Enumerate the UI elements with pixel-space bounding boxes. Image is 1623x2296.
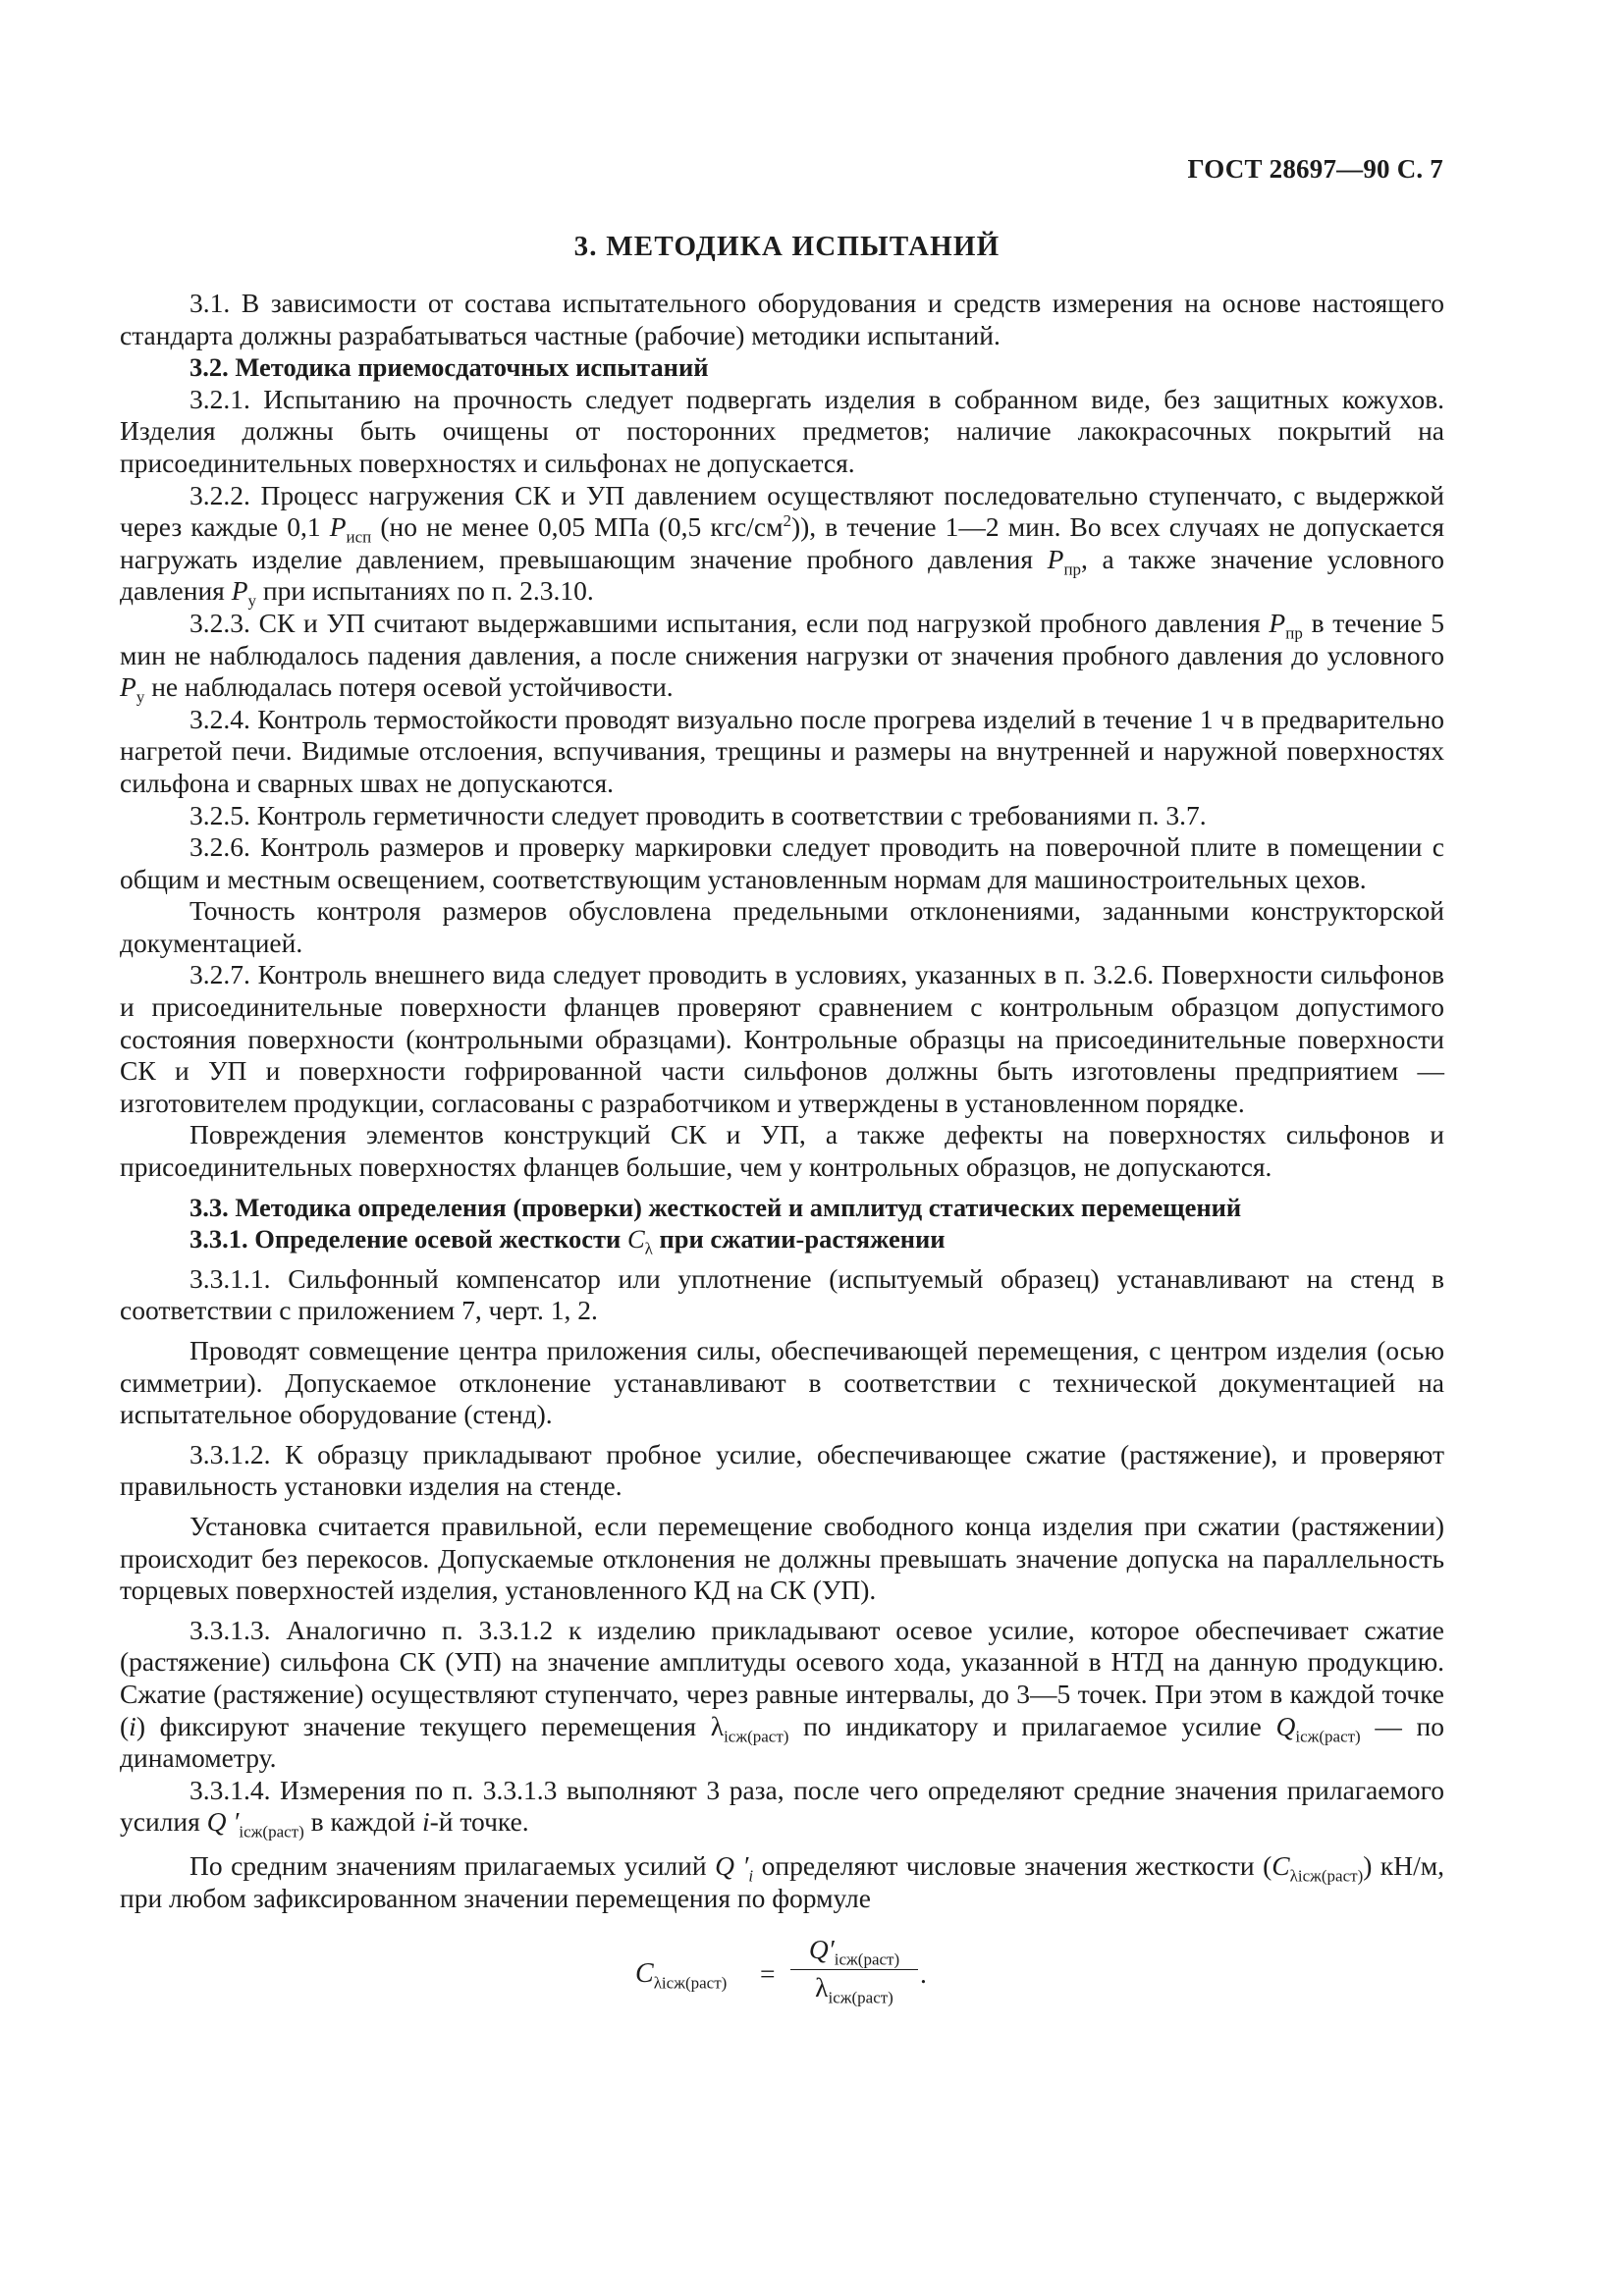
formula-denominator: $\lambda_{iсж(раст)}$ bbox=[815, 1971, 893, 2007]
paragraph-3-2-6-note: Точность контроля размеров обусловлена предельными отклонениями, заданными конструкторской документацией. bbox=[120, 895, 1444, 958]
paragraph-3-2-6: 3.2.6. Контроль размеров и проверку маркировки следует проводить на поверочной плите в помещении с общим и местным освещением, соответствующим установленным нормам для машиностроительных цехов. bbox=[120, 831, 1444, 894]
paragraph-3-3-1-2-note: Установка считается правильной, если перемещение свободного конца изделия при сжатии (растяжении) происходит без перекосов. Допускаемые отклонения не должны превышать значение допуска на параллельность торцевых поверхностей изделия, установленного КД на СК (УП). bbox=[120, 1510, 1444, 1606]
paragraph-3-3-1-2: 3.3.1.2. К образцу прикладывают пробное усилие, обеспечивающее сжатие (растяжение), и проверяют правильность установки изделия на стенде. bbox=[120, 1438, 1444, 1502]
paragraph-3-2-1: 3.2.1. Испытанию на прочность следует подвергать изделия в собранном виде, без защитных кожухов. Изделия должны быть очищены от посторонних предметов; наличие лакокрасочных покрытий на присоединительных поверхностях и сильфонах не допускается. bbox=[120, 383, 1444, 478]
page-header: ГОСТ 28697—90 С. 7 bbox=[1187, 154, 1443, 184]
paragraph-stiffness-definition: По средним значениям прилагаемых усилий Q $'_i$ определяют числовые значения жесткости $(C_{\lambda iсж(раст)})$ кН/м, при любом зафиксированном значении перемещения по формуле bbox=[120, 1849, 1444, 1913]
paragraph-3-2-7: 3.2.7. Контроль внешнего вида следует проводить в условиях, указанных в п. 3.2.6. Поверхности сильфонов и присоединительные поверхности фланцев проверяют сравнением с контрольным образцом допустимого состояния поверхности (контрольными образцами). Контрольные образцы на присоединительные поверхности СК и УП и поверхности гофрированной части сильфонов должны быть изготовлены предприятием — изготовителем продукции, согласованы с разработчиком и утверждены в установленном порядке. bbox=[120, 959, 1444, 1118]
section-title: 3. МЕТОДИКА ИСПЫТАНИЙ bbox=[573, 231, 1001, 262]
document-body bbox=[120, 147, 1444, 2032]
formula-fraction bbox=[790, 1934, 918, 2007]
paragraph-3-3-1-3: 3.3.1.3. Аналогично п. 3.3.1.2 к изделию прикладывают осевое усилие, которое обеспечивает сжатие (растяжение) сильфона СК (УП) на значение амплитуды осевого хода, указанной в НТД на данную продукцию. Сжатие (растяжение) осуществляют ступенчато, через равные интервалы, до 3—5 точек. При этом в каждой точке (i) фиксируют значение текущего перемещения $\lambda_{iсж(раст)}$ по индикатору и прилагаемое усилие $Q_{iсж(раст)}$ — по динамометру. bbox=[120, 1614, 1444, 1774]
heading-3-2: 3.2. Методика приемосдаточных испытаний bbox=[189, 352, 709, 383]
formula-equals: = bbox=[760, 1958, 776, 1990]
stiffness-formula bbox=[120, 1934, 1444, 2032]
paragraph-3-2-3: 3.2.3. СК и УП считают выдержавшими испытания, если под нагрузкой пробного давления $P_{пр}$ в течение 5 мин не наблюдалось падения давления, а после снижения нагрузки от значения пробного давления до условного $P_у$ не наблюдалась потеря осевой устойчивости. bbox=[120, 607, 1445, 707]
paragraph-3-2-4: 3.2.4. Контроль термостойкости проводят визуально после прогрева изделий в течение 1 ч в предварительно нагретой печи. Видимые отслоения, вспучивания, трещины и размеры на внутренней и наружной поверхностях сильфона и сварных швах не допускаются. bbox=[120, 703, 1444, 798]
paragraph-3-3-1-1: 3.3.1.1. Сильфонный компенсатор или уплотнение (испытуемый образец) устанавливают на стенд в соответствии с приложением 7, черт. 1, 2. bbox=[120, 1262, 1444, 1326]
formula-lhs: $C_{\lambda iсж(раст)}$ bbox=[635, 1958, 728, 1993]
paragraph-3-1: 3.1. В зависимости от состава испытательного оборудования и средств измерения на основе настоящего стандарта должны разрабатываться частные (рабочие) методики испытаний. bbox=[120, 288, 1444, 350]
paragraph-3-2-7-note: Повреждения элементов конструкций СК и УП, а также дефекты на поверхностях сильфонов и присоединительных поверхностях фланцев большие, чем у контрольных образцов, не допускаются. bbox=[120, 1119, 1444, 1183]
formula-period: . bbox=[920, 1958, 927, 1990]
heading-3-3: 3.3. Методика определения (проверки) жесткостей и амплитуд статических перемещений bbox=[189, 1192, 1242, 1222]
paragraph-3-3-1-1-note: Проводят совмещение центра приложения силы, обеспечивающей перемещения, с центром изделия (осью симметрии). Допускаемое отклонение устанавливают в соответствии с технической документацией на испытательное оборудование (стенд). bbox=[120, 1335, 1444, 1430]
formula-numerator: $Q'_{iсж(раст)}$ bbox=[790, 1934, 918, 1970]
paragraph-3-2-2: 3.2.2. Процесс нагружения СК и УП давлением осуществляют последовательно ступенчато, с выдержкой через каждые 0,1 $P_{исп}$ (но не менее 0,05 МПа (0,5 кгс/$см^2$)), в течение 1—2 мин. Во всех случаях не допускается нагружать изделие давлением, превышающим значение пробного давления $P_{пр}$, а также значение условного давления $P_у$ при испытаниях по п. 2.3.10. bbox=[120, 479, 1445, 611]
paragraph-3-2-5: 3.2.5. Контроль герметичности следует проводить в соответствии с требованиями п. 3.7. bbox=[189, 799, 1207, 830]
heading-3-3-1: 3.3.1. Определение осевой жесткости $C_\lambda$ при сжатии-растяжении bbox=[189, 1224, 946, 1258]
paragraph-3-3-1-4: 3.3.1.4. Измерения по п. 3.3.1.3 выполняют 3 раза, после чего определяют средние значения прилагаемого усилия Q $'_{iсж(раст)}$ в каждой i-й точке. bbox=[120, 1774, 1444, 1842]
